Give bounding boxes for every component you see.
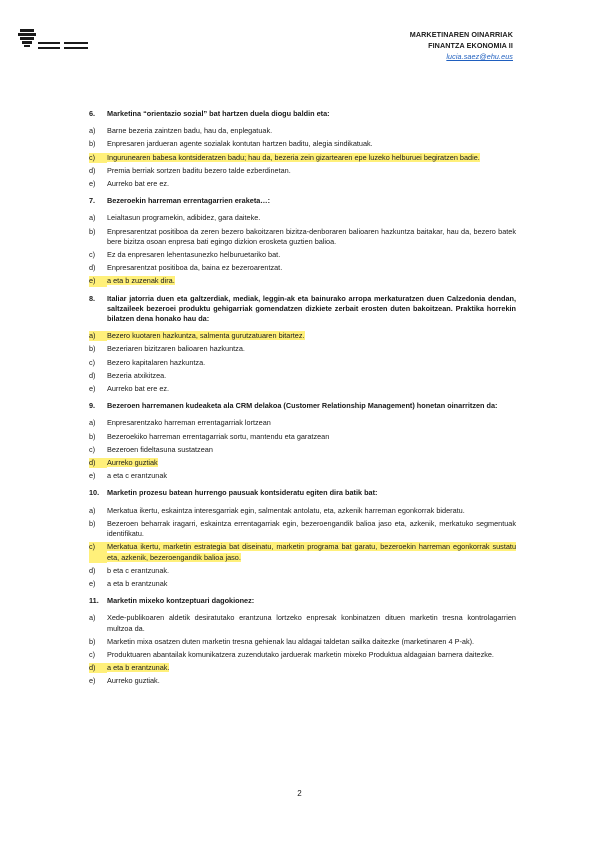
option-letter: a) [89, 213, 96, 223]
answer-option [89, 613, 516, 633]
option-letter: c) [89, 153, 107, 163]
option-text: Enpresarentzat positiboa da, baina ez bezeroarentzat. [107, 263, 283, 273]
option-text: Bezeria atxikitzea. [107, 370, 167, 380]
option-letter: d) [89, 165, 96, 175]
contact-email-link[interactable]: lucia.saez@ehu.eus [446, 52, 513, 61]
option-text: Xede-publikoaren aldetik desiratutako erantzuna lortzeko enpresak konbinatzen dituen marketin tresna kontrolagarrien multzoa da. [107, 613, 516, 633]
question [89, 294, 516, 325]
option-letter: d) [89, 565, 96, 575]
answer-option [89, 331, 516, 341]
question-text: Italiar jatorria duen eta galtzerdiak, mediak, leggin-ak eta bainurako arropa merkaturatzen duen Calzedonia dendan, saltzaileek bezeroei produktu gehigarriak gomendatzen dizkiete zerbait erosten duten bakoitzean. Praktika horrekin bilatzen dena honako hau da: [107, 293, 516, 324]
question-number: 6. [89, 109, 96, 118]
option-letter: d) [89, 263, 96, 273]
questions-section [89, 109, 516, 694]
option-text: Ez da enpresaren lehentasunezko helburuetariko bat. [107, 250, 281, 260]
answer-option [89, 566, 516, 576]
option-text: Bezero kapitalaren hazkuntza. [107, 357, 206, 367]
answer-option [89, 263, 516, 273]
question-text: Bezeroekin harreman errentagarrien eraketa…: [107, 196, 271, 206]
option-text: Bezeroen beharrak iragarri, eskaintza errentagarriak egin, bezeroengandik balioa jaso eta, azkenik, merkatuko segmentuak identifikatu. [107, 518, 516, 539]
option-text: Bezeroekiko harreman errentagarriak sortu, mantendu eta garatzean [107, 431, 330, 441]
answer-option [89, 250, 516, 260]
option-letter: d) [89, 370, 96, 380]
answer-option [89, 471, 516, 481]
answer-option [89, 676, 516, 686]
option-letter: a) [89, 613, 96, 623]
option-text: Bezeriaren bizitzaren balioaren hazkuntza. [107, 344, 245, 354]
answer-option [89, 519, 516, 539]
option-text: Barne bezeria zaintzen badu, hau da, enplegatuak. [107, 126, 273, 136]
option-text: Leialtasun programekin, adibidez, gara daiteke. [107, 213, 261, 223]
option-letter: b) [89, 226, 96, 236]
option-letter: b) [89, 139, 96, 149]
option-letter: c) [89, 444, 96, 454]
course-title: MARKETINAREN OINARRIAK [409, 30, 513, 39]
option-text: Marketin mixa osatzen duten marketin tresna gehienak lau aldagai taldetan sailka daitezke (marketinaren 4 P-ak). [107, 636, 475, 646]
page-number: 2 [297, 789, 302, 798]
answer-options [89, 213, 516, 286]
page-header [410, 29, 513, 62]
option-letter: e) [89, 384, 96, 394]
correct-answer-text: a eta b erantzunak. [107, 663, 170, 673]
answer-option [89, 506, 516, 516]
option-letter: b) [89, 518, 96, 528]
question-number: 10. [89, 488, 100, 498]
department-title: FINANTZA EKONOMIA II [428, 41, 513, 50]
answer-option [89, 166, 516, 176]
option-letter: e) [89, 471, 96, 481]
option-letter: b) [89, 344, 96, 354]
option-text: Produktuaren abantailak komunikatzera zuzendutako jarduerak marketin mixeko Produktua aldagaian barnera daitezke. [107, 649, 494, 659]
answer-options [89, 613, 516, 686]
option-letter: d) [89, 458, 107, 468]
answer-option [89, 542, 516, 562]
option-letter: a) [89, 505, 96, 515]
option-letter: e) [89, 578, 96, 588]
option-text: b eta c erantzunak. [107, 565, 170, 575]
answer-option [89, 637, 516, 647]
option-letter: b) [89, 431, 96, 441]
question-number: 11. [89, 596, 99, 606]
answer-option [89, 139, 516, 149]
option-letter: c) [89, 649, 96, 659]
answer-option [89, 445, 516, 455]
question [89, 488, 516, 498]
answer-option [89, 153, 516, 163]
answer-option [89, 432, 516, 442]
option-text: Premia berriak sortzen baditu bezero talde ezberdinetan. [107, 165, 291, 175]
question-text: Marketin prozesu batean hurrengo pausuak kontsideratu egiten dira batik bat: [107, 488, 378, 498]
question [89, 596, 516, 606]
option-letter: a) [89, 331, 107, 341]
answer-option [89, 179, 516, 189]
question [89, 109, 516, 119]
answer-option [89, 418, 516, 428]
correct-answer-text: Merkatua ikertu, marketin estrategia bat diseinatu, marketin programa bat garatu, bezeroekin harreman egonkorrak sustatu eta, azkenik, bezeroengandik balioa jaso. [107, 542, 516, 562]
question-number: 8. [89, 293, 96, 303]
question-text: Marketina “orientazio sozial” bat hartzen duela diogu baldin eta: [107, 109, 330, 118]
answer-options [89, 331, 516, 394]
answer-option [89, 276, 516, 286]
option-letter: b) [89, 636, 96, 646]
answer-option [89, 227, 516, 247]
answer-option [89, 344, 516, 354]
option-text: Aurreko bat ere ez. [107, 384, 170, 394]
option-letter: c) [89, 357, 96, 367]
option-text: Aurreko bat ere ez. [107, 179, 170, 189]
option-letter: c) [89, 542, 107, 562]
answer-option [89, 650, 516, 660]
question-text: Bezeroen harremanen kudeaketa ala CRM delakoa (Customer Relationship Management) honetan oinarritzen da: [107, 401, 498, 411]
option-text: Enpresarentzat positiboa da zeren bezero bakoitzaren bizitza-denboraren balioaren hazkuntza baitakar, hau da, bezero batek bere bizitza osoan enpresa bati egingo dizkion erosketa guztien balioa. [107, 226, 516, 246]
correct-answer-text: Bezero kuotaren hazkuntza, salmenta gurutzatuaren bitartez. [107, 331, 305, 341]
option-text: Enpresarentzako harreman errentagarriak lortzean [107, 418, 271, 428]
question-number: 7. [89, 196, 96, 206]
option-text: a eta b erantzunak [107, 578, 168, 588]
option-text: Bezeroen fideltasuna sustatzean [107, 444, 213, 454]
answer-option [89, 126, 516, 136]
answer-option [89, 371, 516, 381]
correct-answer-text: Aurreko guztiak [107, 458, 158, 468]
option-letter: a) [89, 418, 96, 428]
correct-answer-text: Ingurunearen babesa kontsideratzen badu; hau da, bezeria zein gizartearen epe luzeko helburuei begiratzen badie. [107, 152, 480, 162]
option-text: Aurreko guztiak. [107, 676, 160, 686]
option-letter: c) [89, 250, 96, 260]
question-text: Marketin mixeko kontzeptuari dagokionez: [107, 596, 255, 606]
answer-option [89, 458, 516, 468]
question-number: 9. [89, 401, 96, 411]
answer-options [89, 126, 516, 189]
correct-answer-text: a eta b zuzenak dira. [107, 276, 175, 286]
option-text: a eta c erantzunak [107, 471, 168, 481]
option-letter: a) [89, 126, 96, 136]
university-logo [16, 28, 96, 54]
answer-options [89, 418, 516, 481]
option-text: Enpresaren jardueran agente sozialak kontutan hartzen baditu, alegia sindikatuak. [107, 139, 373, 149]
option-letter: e) [89, 179, 96, 189]
answer-options [89, 506, 516, 589]
answer-option [89, 579, 516, 589]
answer-option [89, 663, 516, 673]
answer-option [89, 213, 516, 223]
answer-option [89, 358, 516, 368]
question [89, 196, 516, 206]
option-text: Merkatua ikertu, eskaintza interesgarriak egin, salmentak antolatu, eta, azkenik harreman egonkorrak bideratu. [107, 505, 465, 515]
option-letter: e) [89, 676, 96, 686]
option-letter: e) [89, 276, 107, 286]
option-letter: d) [89, 663, 107, 673]
question [89, 401, 516, 411]
answer-option [89, 384, 516, 394]
